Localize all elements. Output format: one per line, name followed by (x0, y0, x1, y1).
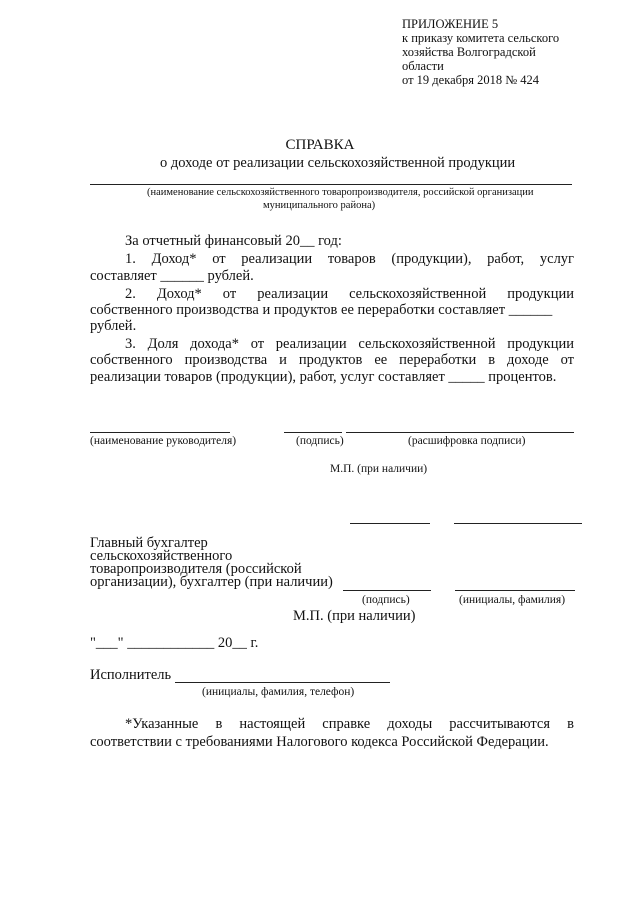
appendix-line: хозяйства Волгоградской (402, 45, 536, 59)
head-sign-caption: (подпись) (296, 435, 344, 447)
accountant-signature-line (343, 590, 431, 591)
appendix-line: области (402, 59, 444, 73)
head-name-line (90, 432, 230, 433)
accountant-top-line (350, 523, 430, 524)
appendix-line: к приказу комитета сельского (402, 31, 560, 45)
producer-caption: муниципального района) (263, 200, 376, 211)
producer-caption: (наименование сельскохозяйственного товаропроизводителя, российской организации (147, 187, 534, 198)
head-name-caption: (наименование руководителя) (90, 435, 237, 447)
executor-line (175, 682, 390, 683)
accountant-initials-line (455, 590, 575, 591)
item-2: собственного производства и продуктов ее переработки составляет ______ (90, 302, 553, 318)
footnote: *Указанные в настоящей справке доходы рассчитываются в (125, 716, 574, 732)
head-seal: М.П. (при наличии) (330, 463, 428, 475)
head-decode-line (346, 432, 574, 433)
date-line: "___" ____________ 20__ г. (90, 635, 259, 651)
item-3: реализации товаров (продукции), работ, услуг составляет _____ процентов. (90, 369, 557, 385)
appendix-title: ПРИЛОЖЕНИЕ 5 (402, 17, 499, 31)
item-1: составляет ______ рублей. (90, 268, 254, 284)
item-3: 3. Доля дохода* от реализации сельскохозяйственной продукции (125, 336, 574, 352)
reporting-period: За отчетный финансовый 20__ год: (125, 233, 342, 249)
accountant-title: товаропроизводителя (российской (90, 561, 302, 577)
executor-label: Исполнитель (90, 667, 172, 683)
item-2: 2. Доход* от реализации сельскохозяйственной продукции (125, 286, 574, 302)
accountant-title: организации), бухгалтер (при наличии) (90, 574, 333, 590)
accountant-initials-caption: (инициалы, фамилия) (459, 594, 566, 606)
executor-caption: (инициалы, фамилия, телефон) (202, 686, 355, 698)
appendix-date: от 19 декабря 2018 № 424 (402, 73, 540, 87)
head-signature-line (284, 432, 342, 433)
document-subtitle: о доходе от реализации сельскохозяйственной продукции (160, 155, 516, 171)
item-3: собственного производства и продуктов ее переработки в доходе от (90, 352, 574, 368)
accountant-sign-caption: (подпись) (362, 594, 410, 606)
accountant-seal: М.П. (при наличии) (293, 608, 416, 624)
accountant-title: Главный бухгалтер (90, 535, 208, 551)
accountant-top-line (454, 523, 582, 524)
head-decode-caption: (расшифровка подписи) (408, 435, 526, 447)
item-1: 1. Доход* от реализации товаров (продукции), работ, услуг (125, 251, 574, 267)
document-title: СПРАВКА (285, 137, 355, 153)
accountant-title: сельскохозяйственного (90, 548, 233, 564)
producer-name-line (90, 184, 572, 185)
item-2: рублей. (90, 318, 137, 334)
footnote: соответствии с требованиями Налогового кодекса Российской Федерации. (90, 734, 549, 750)
